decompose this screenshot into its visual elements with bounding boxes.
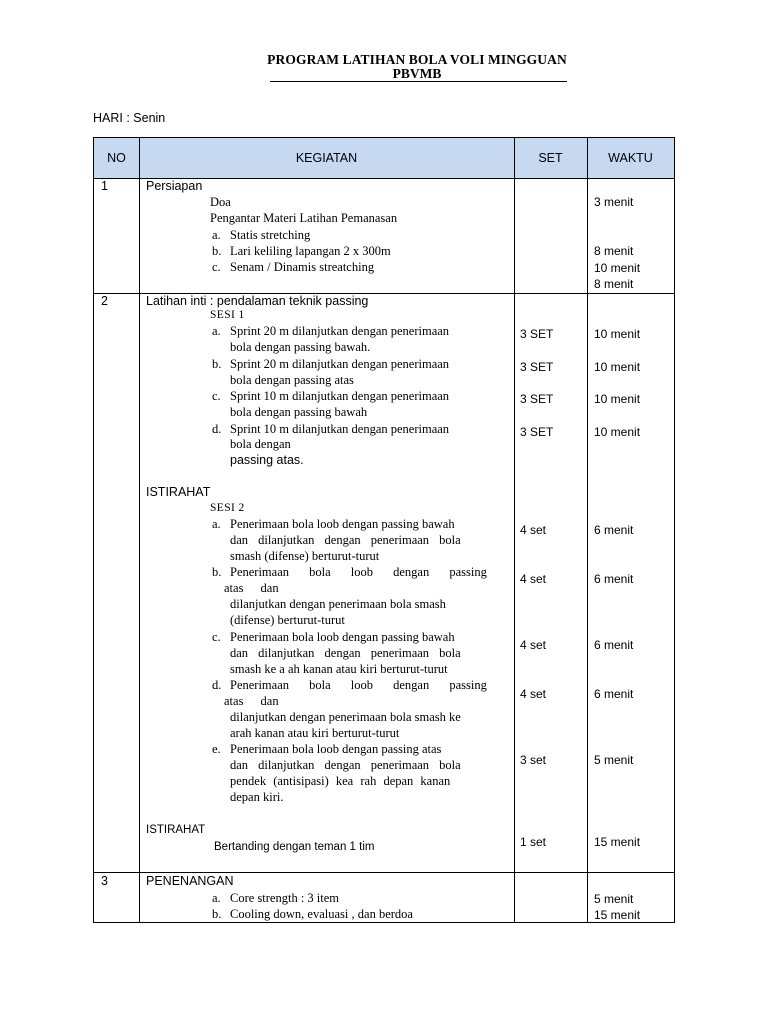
activity-item-cont: bola dengan bbox=[230, 437, 291, 451]
list-marker: d. bbox=[212, 678, 222, 692]
waktu-cell: 6 menit bbox=[594, 687, 634, 701]
waktu-cell: 6 menit bbox=[594, 523, 634, 537]
activity-item-cont: dilanjutkan dengan penerimaan bola smash bbox=[230, 597, 446, 611]
activity-item-cont: dan dilanjutkan dengan penerimaan bola bbox=[230, 533, 461, 547]
activity-item-cont: dilanjutkan dengan penerimaan bola smash ke bbox=[230, 710, 461, 724]
activity-item: Penerimaan bola loob dengan passing bbox=[230, 565, 487, 579]
waktu-cell: 10 menit bbox=[594, 261, 641, 275]
waktu-cell: 8 menit bbox=[594, 244, 634, 258]
waktu-cell: 5 menit bbox=[594, 892, 634, 906]
set-cell: 3 SET bbox=[520, 425, 554, 439]
list-marker: d. bbox=[212, 422, 222, 436]
waktu-cell: 8 menit bbox=[594, 277, 634, 291]
list-marker: b. bbox=[212, 565, 222, 579]
waktu-cell: 10 menit bbox=[594, 425, 641, 439]
section-title: Persiapan bbox=[146, 179, 203, 193]
activity-item: Penerimaan bola loob dengan passing bbox=[230, 678, 487, 692]
activity-item-cont: (difense) berturut-turut bbox=[230, 613, 345, 627]
row-number: 2 bbox=[101, 294, 108, 308]
activity-item-cont: smash ke a ah kanan atau kiri berturut-turut bbox=[230, 662, 448, 676]
activity-item-cont: dan dilanjutkan dengan penerimaan bola bbox=[230, 646, 461, 660]
list-marker: b. bbox=[212, 244, 222, 258]
activity-item-cont: arah kanan atau kiri berturut-turut bbox=[230, 726, 400, 740]
header-no: NO bbox=[107, 151, 126, 165]
row-number: 1 bbox=[101, 179, 108, 193]
activity-line: Doa bbox=[210, 195, 231, 209]
document-title: PROGRAM LATIHAN BOLA VOLI MINGGUAN bbox=[267, 52, 567, 67]
section-title: Latihan inti : pendalaman teknik passing bbox=[146, 294, 369, 308]
waktu-cell: 6 menit bbox=[594, 638, 634, 652]
activity-item: Penerimaan bola loob dengan passing atas bbox=[230, 742, 442, 756]
waktu-cell: 5 menit bbox=[594, 753, 634, 767]
column-divider bbox=[139, 138, 140, 922]
activity-line: Pengantar Materi Latihan Pemanasan bbox=[210, 211, 398, 225]
set-cell: 3 SET bbox=[520, 360, 554, 374]
list-marker: a. bbox=[212, 517, 221, 531]
activity-item: Statis stretching bbox=[230, 228, 311, 242]
list-marker: c. bbox=[212, 260, 221, 274]
activity-item: Sprint 20 m dilanjutkan dengan penerimaan bbox=[230, 324, 450, 338]
activity-item-cont: pendek (antisipasi) kea rah depan kanan bbox=[230, 774, 451, 788]
set-cell: 4 set bbox=[520, 523, 547, 537]
column-divider bbox=[587, 138, 588, 922]
activity-item: Core strength : 3 item bbox=[230, 891, 340, 905]
set-cell: 1 set bbox=[520, 835, 547, 849]
list-marker: a. bbox=[212, 891, 221, 905]
list-marker: a. bbox=[212, 228, 221, 242]
set-cell: 4 set bbox=[520, 687, 547, 701]
waktu-cell: 10 menit bbox=[594, 392, 641, 406]
list-marker: c. bbox=[212, 630, 221, 644]
row-number: 3 bbox=[101, 874, 108, 888]
activity-item: Sprint 10 m dilanjutkan dengan penerimaan bbox=[230, 389, 450, 403]
activity-item: Penerimaan bola loob dengan passing bawah bbox=[230, 630, 455, 644]
activity-item: Senam / Dinamis streatching bbox=[230, 260, 375, 274]
list-marker: a. bbox=[212, 324, 221, 338]
rest-label: ISTIRAHAT bbox=[146, 824, 206, 836]
section-title: PENENANGAN bbox=[146, 874, 234, 888]
list-marker: b. bbox=[212, 907, 222, 921]
set-cell: 3 SET bbox=[520, 392, 554, 406]
document-subtitle: PBVMB bbox=[392, 66, 442, 81]
header-set: SET bbox=[538, 151, 563, 165]
activity-item: Penerimaan bola loob dengan passing bawah bbox=[230, 517, 455, 531]
day-label: HARI : Senin bbox=[93, 111, 166, 125]
set-cell: 4 set bbox=[520, 572, 547, 586]
activity-item-cont: atas dan bbox=[224, 581, 279, 595]
set-cell: 3 SET bbox=[520, 327, 554, 341]
rest-label: ISTIRAHAT bbox=[146, 485, 211, 499]
activity-item-cont: dan dilanjutkan dengan penerimaan bola bbox=[230, 758, 461, 772]
list-marker: e. bbox=[212, 742, 221, 756]
activity-item: Bertanding dengan teman 1 tim bbox=[214, 841, 375, 853]
activity-item: Sprint 10 m dilanjutkan dengan penerimaan bbox=[230, 422, 450, 436]
training-program-table bbox=[93, 137, 675, 923]
activity-item-cont: bola dengan passing bawah bbox=[230, 405, 368, 419]
set-cell: 4 set bbox=[520, 638, 547, 652]
set-cell: 3 set bbox=[520, 753, 547, 767]
header-kegiatan: KEGIATAN bbox=[295, 151, 358, 165]
activity-item-cont: depan kiri. bbox=[230, 790, 284, 804]
session-label: SESI 1 bbox=[210, 309, 245, 321]
column-divider bbox=[514, 138, 515, 922]
activity-item-cont: atas dan bbox=[224, 694, 279, 708]
activity-item-cont: bola dengan passing atas bbox=[230, 373, 354, 387]
activity-item-cont: smash (difense) berturut-turut bbox=[230, 549, 380, 563]
activity-item-cont: bola dengan passing bawah. bbox=[230, 340, 371, 354]
header-waktu: WAKTU bbox=[608, 151, 653, 165]
waktu-cell: 10 menit bbox=[594, 360, 641, 374]
activity-item: Cooling down, evaluasi , dan berdoa bbox=[230, 907, 413, 921]
waktu-cell: 6 menit bbox=[594, 572, 634, 586]
title-underline bbox=[270, 81, 567, 82]
activity-item: Sprint 20 m dilanjutkan dengan penerimaan bbox=[230, 357, 450, 371]
activity-item-cont: passing atas. bbox=[230, 453, 304, 467]
activity-item: Lari keliling lapangan 2 x 300m bbox=[230, 244, 391, 258]
waktu-cell: 15 menit bbox=[594, 908, 641, 922]
session-label: SESI 2 bbox=[210, 502, 245, 514]
waktu-cell: 10 menit bbox=[594, 327, 641, 341]
waktu-cell: 15 menit bbox=[594, 835, 641, 849]
list-marker: b. bbox=[212, 357, 222, 371]
waktu-cell: 3 menit bbox=[594, 195, 634, 209]
list-marker: c. bbox=[212, 389, 221, 403]
